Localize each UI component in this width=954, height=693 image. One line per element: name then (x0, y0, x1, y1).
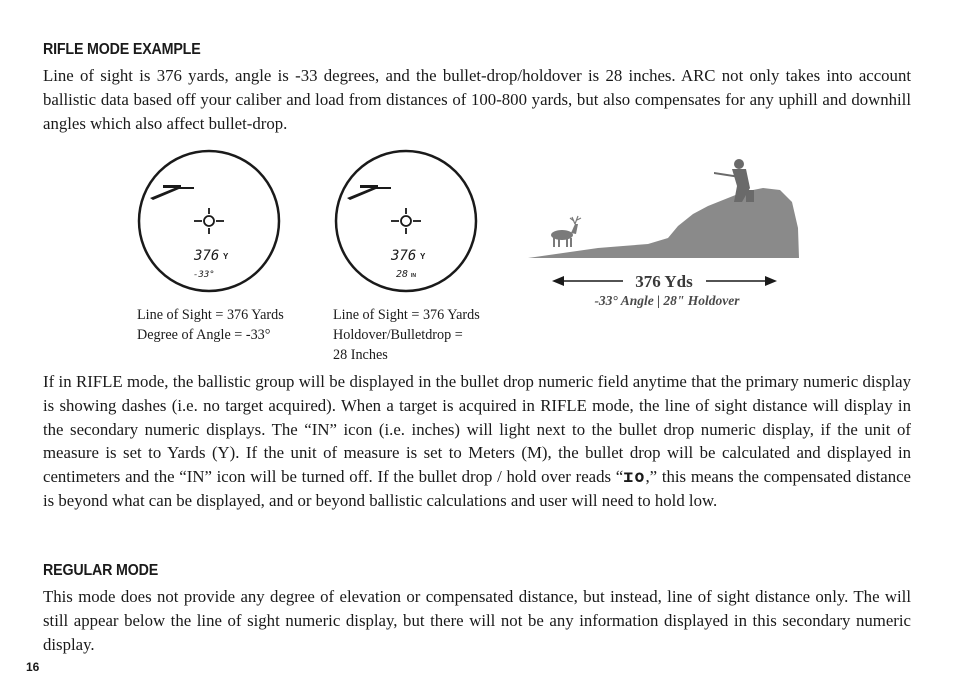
angle-holdover-label: -33° Angle | 28" Holdover (594, 293, 740, 308)
rifle-mode-heading: RIFLE MODE EXAMPLE (43, 41, 201, 58)
regular-mode-body: This mode does not provide any degree of elevation or compensated distance, but instead, line of sight distance only. The will still appear below the line of sight numeric display, but there will not be any information displayed in this secondary numeric display. (43, 587, 911, 654)
regular-mode-heading: REGULAR MODE (43, 562, 159, 579)
hunting-angle-illustration (528, 150, 800, 312)
hunter-icon (714, 159, 754, 202)
primary-distance-display: 376 (194, 248, 220, 264)
page-number: 16 (26, 660, 40, 674)
rifle-mode-body: If in RIFLE mode, the ballistic group will be displayed in the bullet drop numeric field anytime that the primary numeric display is showing dashes (i.e. no target acquired). When a target is acquired in RIFLE mode, the line of sight distance will display in the secondary numeric displays. The “IN” icon (i.e. inches) will light next to the bullet drop numeric display, if the unit of measure is set to Yards (Y). If the unit of measure is set to Meters (M), the bullet drop will be calculated and displayed in centimeters and the “IN” icon will be turned off. If the bullet drop / hold over reads “ɪo,” this means the compensated distance is beyond what can be displayed, and or beyond ballistic calculations and user will need to hold low. (43, 372, 911, 510)
angle-display: -33° (193, 270, 215, 280)
primary-unit-indicator: Y (223, 252, 229, 261)
scope-view-holdover (334, 149, 478, 293)
inches-indicator: IN (411, 273, 416, 279)
overflow-glyph: ɪo (623, 466, 646, 487)
distance-label: 376 Yds (635, 272, 693, 291)
scope-view-angle (137, 149, 281, 293)
scope-right-caption: Line of Sight = 376 Yards Holdover/Bulletdrop = 28 Inches (333, 307, 480, 363)
primary-unit-indicator: Y (420, 252, 426, 261)
terrain-silhouette (528, 188, 799, 258)
holdover-display: 28 (396, 269, 409, 280)
elk-icon (551, 216, 581, 247)
rifle-mode-intro: Line of sight is 376 yards, angle is -33 degrees, and the bullet-drop/holdover is 28 inches. ARC not only takes into account ballistic data based off your caliber and load from distances of 100-800 yards, but also compensates for any uphill and downhill angles which also affect bullet-drop. (43, 66, 911, 133)
primary-distance-display: 376 (391, 248, 417, 264)
scope-left-caption: Line of Sight = 376 Yards Degree of Angle = -33° (137, 307, 284, 343)
